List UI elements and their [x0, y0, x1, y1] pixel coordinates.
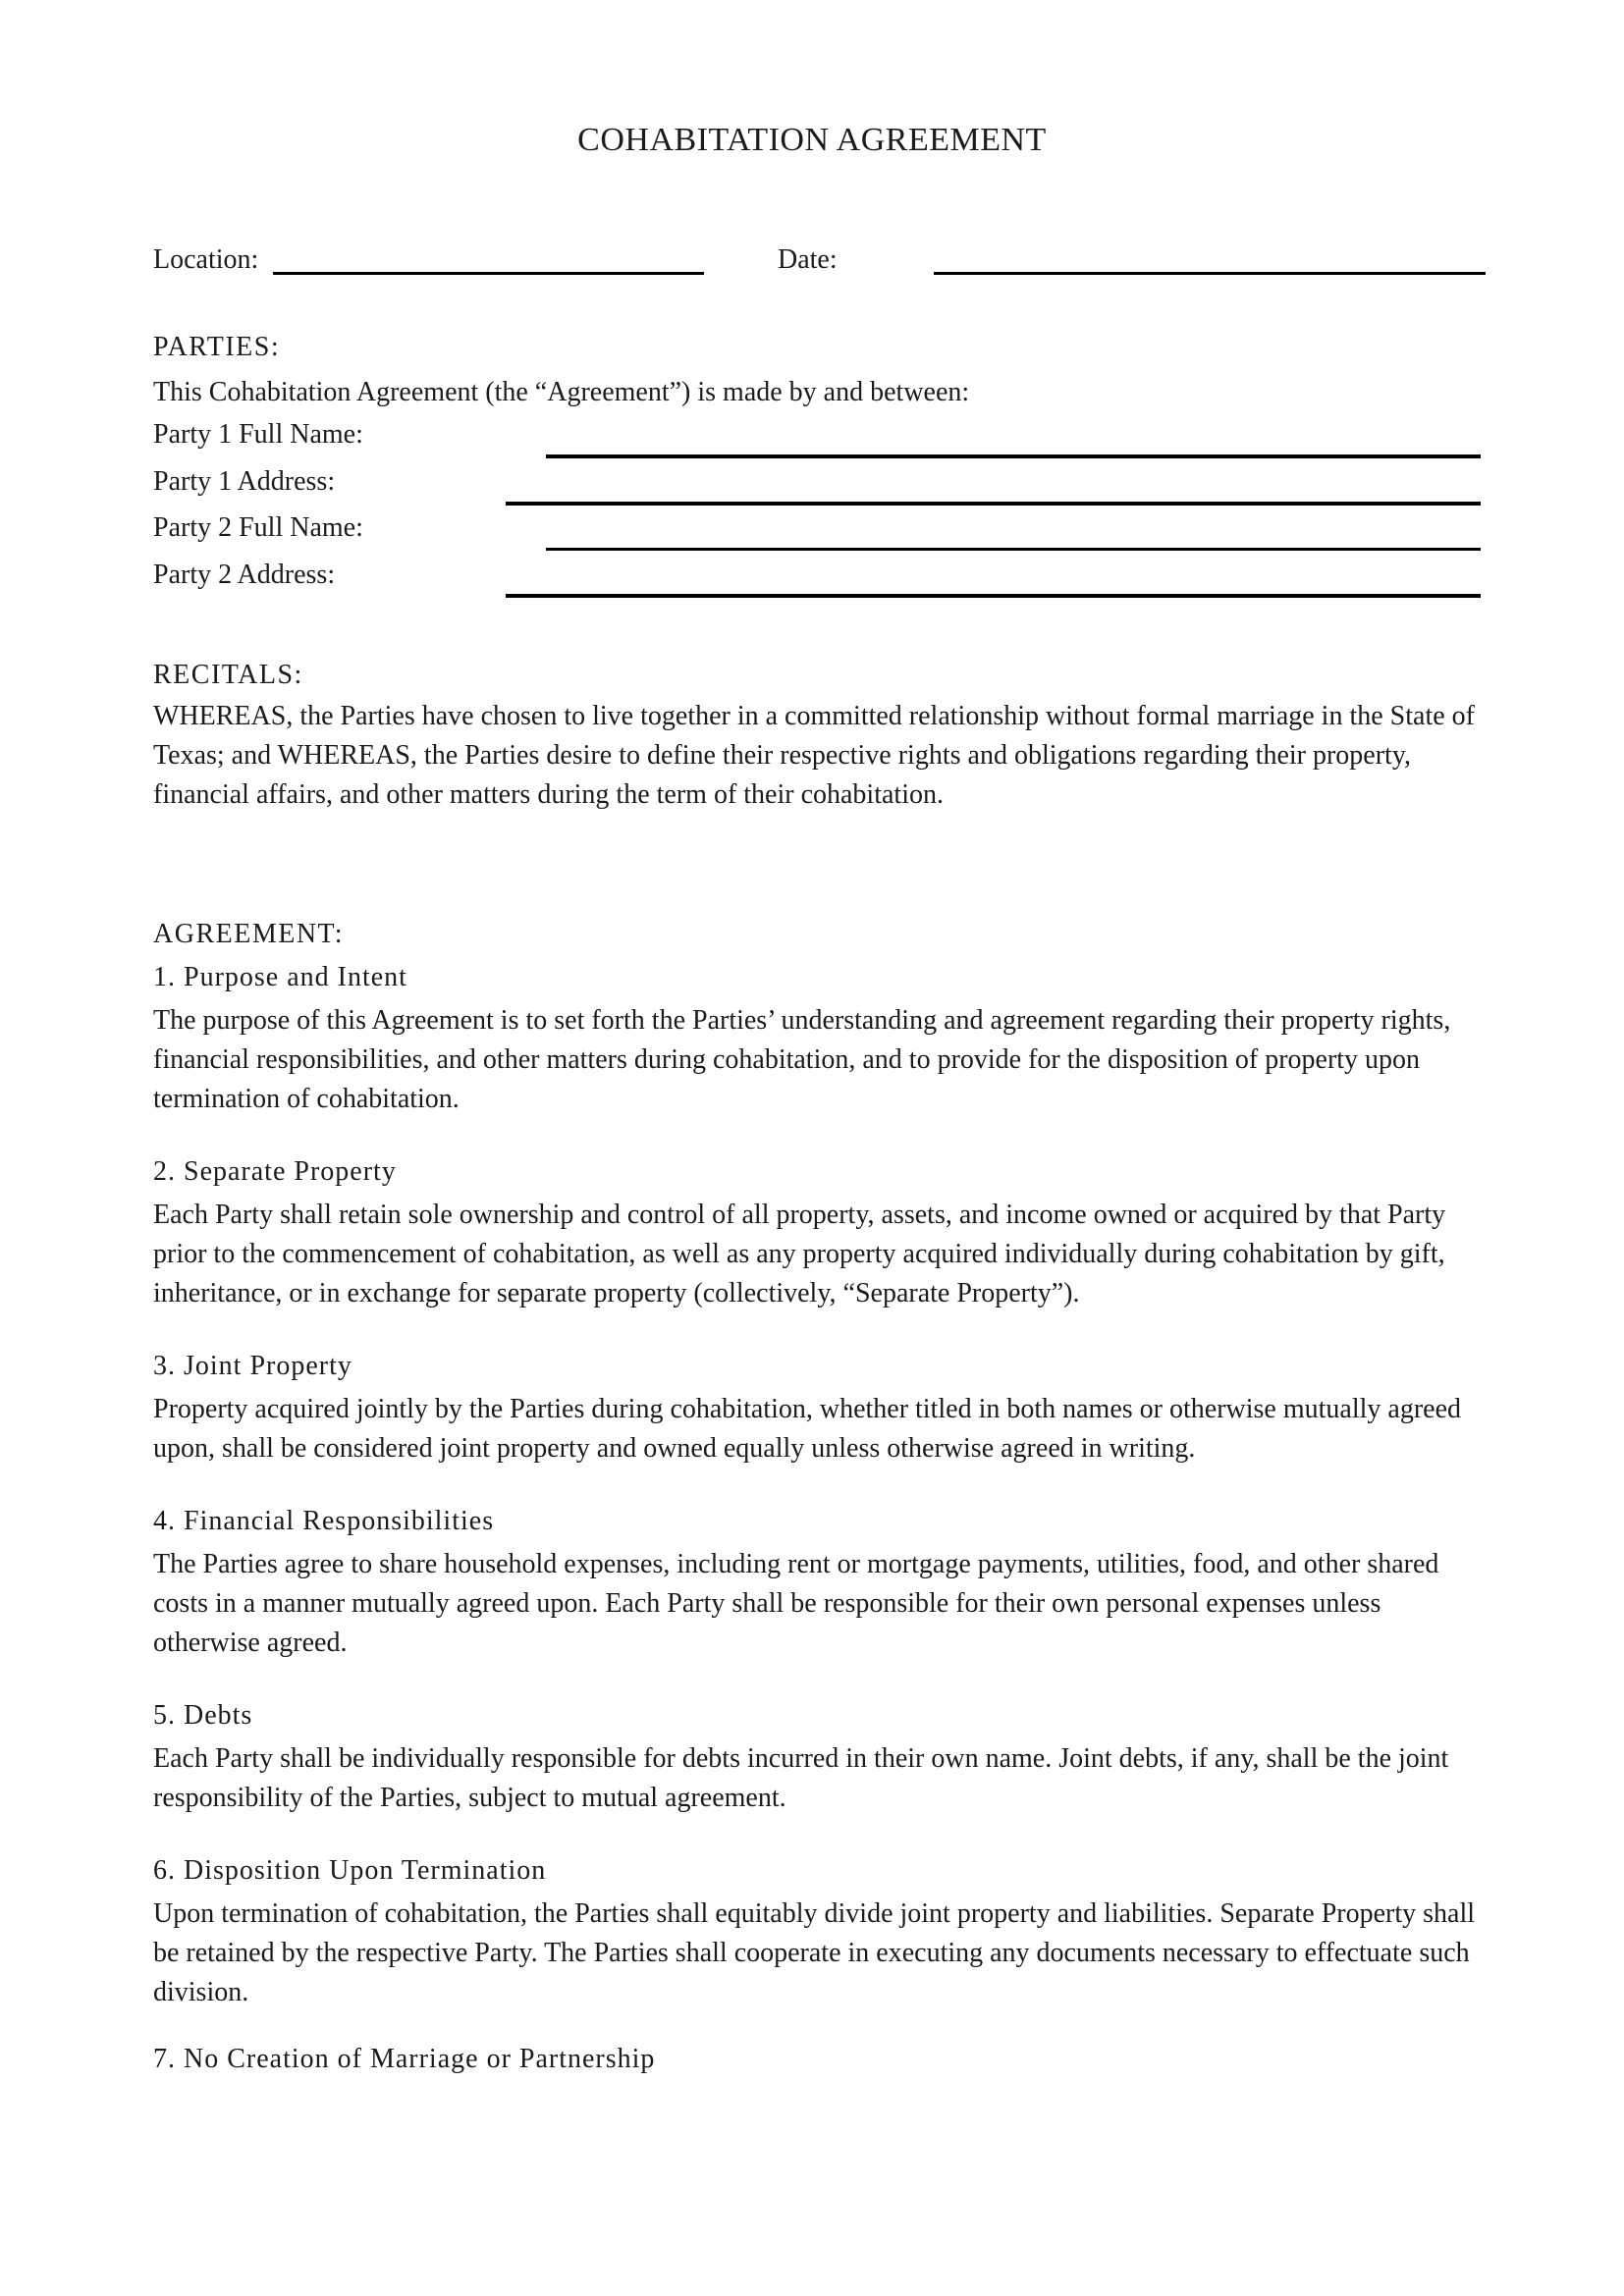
paragraph-line: The purpose of this Agreement is to set forth the Parties’ understanding and agreement regarding their property rights, [153, 1005, 1451, 1036]
location-field-line[interactable] [273, 272, 704, 275]
section-6-paragraph [153, 1895, 1475, 2012]
paragraph-line: be retained by the respective Party. The Parties shall cooperate in executing any documents necessary to effectuate such [153, 1938, 1470, 1968]
section-2-title: 2. Separate Property [153, 1156, 397, 1187]
party1-name-field-line[interactable] [546, 454, 1481, 458]
date-field-line[interactable] [934, 272, 1486, 275]
paragraph-line: Each Party shall be individually responsible for debts incurred in their own name. Joint debts, if any, shall be the joint [153, 1743, 1449, 1774]
agreement-heading: AGREEMENT: [153, 919, 345, 949]
paragraph-line: termination of cohabitation. [153, 1084, 460, 1114]
paragraph-line: Texas; and WHEREAS, the Parties desire to define their respective rights and obligations regarding their property, [153, 740, 1412, 771]
paragraph-line: otherwise agreed. [153, 1628, 348, 1658]
party2-name-label: Party 2 Full Name: [153, 512, 363, 543]
paragraph-line: inheritance, or in exchange for separate property (collectively, “Separate Property”). [153, 1278, 1080, 1308]
party1-address-field-line[interactable] [506, 502, 1481, 506]
section-2-paragraph [153, 1196, 1445, 1313]
recitals-heading: RECITALS: [153, 660, 303, 690]
paragraph-line: prior to the commencement of cohabitation, as well as any property acquired individually during cohabitation by gift, [153, 1239, 1445, 1269]
parties-intro: This Cohabitation Agreement (the “Agreement”) is made by and between: [153, 377, 970, 407]
section-4-title: 4. Financial Responsibilities [153, 1506, 495, 1536]
paragraph-line: Upon termination of cohabitation, the Parties shall equitably divide joint property and liabilities. Separate Property shall [153, 1898, 1476, 1929]
page-title: COHABITATION AGREEMENT [577, 122, 1047, 158]
date-label: Date: [778, 244, 838, 275]
section-7-title: 7. No Creation of Marriage or Partnership [153, 2044, 656, 2074]
section-6-title: 6. Disposition Upon Termination [153, 1855, 547, 1886]
section-3-title: 3. Joint Property [153, 1351, 352, 1381]
paragraph-line: responsibility of the Parties, subject to mutual agreement. [153, 1783, 786, 1813]
location-label: Location: [153, 244, 259, 275]
party2-address-field-line[interactable] [506, 594, 1481, 598]
party1-name-label: Party 1 Full Name: [153, 419, 363, 450]
paragraph-line: costs in a manner mutually agreed upon. Each Party shall be responsible for their own personal expenses unless [153, 1588, 1381, 1619]
party1-address-label: Party 1 Address: [153, 466, 336, 497]
paragraph-line: Property acquired jointly by the Parties during cohabitation, whether titled in both names or otherwise mutually agreed [153, 1394, 1461, 1424]
section-1-paragraph [153, 1001, 1450, 1119]
party2-address-label: Party 2 Address: [153, 560, 336, 590]
paragraph-line: division. [153, 1977, 249, 2007]
paragraph-line: The Parties agree to share household expenses, including rent or mortgage payments, utilities, food, and other shared [153, 1549, 1439, 1579]
section-1-title: 1. Purpose and Intent [153, 962, 407, 992]
section-4-paragraph [153, 1545, 1438, 1663]
paragraph-line: WHEREAS, the Parties have chosen to live together in a committed relationship without formal marriage in the State of [153, 701, 1475, 731]
paragraph-line: financial affairs, and other matters during the term of their cohabitation. [153, 779, 944, 810]
paragraph-line: Each Party shall retain sole ownership and control of all property, assets, and income owned or acquired by that Party [153, 1200, 1446, 1230]
paragraph-line: upon, shall be considered joint property and owned equally unless otherwise agreed in writing. [153, 1433, 1196, 1464]
section-3-paragraph [153, 1390, 1461, 1468]
section-5-title: 5. Debts [153, 1700, 253, 1731]
paragraph-line: financial responsibilities, and other matters during cohabitation, and to provide for the disposition of property upon [153, 1044, 1421, 1075]
party2-name-field-line[interactable] [546, 548, 1481, 551]
section-5-paragraph [153, 1739, 1448, 1818]
parties-heading: PARTIES: [153, 332, 281, 362]
recitals-paragraph [153, 697, 1475, 815]
